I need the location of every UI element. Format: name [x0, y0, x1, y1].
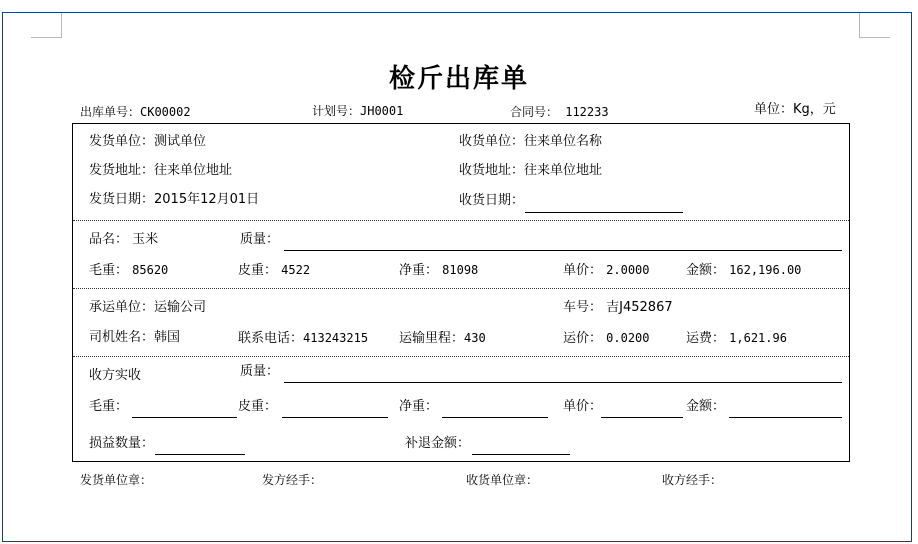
- distance-value: 430: [464, 331, 486, 345]
- receipt-price-label: 单价：: [563, 399, 603, 414]
- receipt-net-blank: [442, 417, 548, 418]
- receiver-field: [459, 134, 602, 150]
- plate-value: 吉J452867: [606, 300, 673, 315]
- plan-number: 计划号：JH0001: [312, 104, 404, 118]
- unit-price-value: 2.0000: [606, 263, 650, 277]
- receiver-address-value: 往来单位地址: [524, 163, 603, 178]
- phone-label: 联系电话：: [238, 331, 304, 346]
- receiver-seal-label: 收货单位章：: [466, 473, 539, 487]
- receipt-gross-label: 毛重：: [89, 399, 129, 414]
- sender-value: 测试单位: [154, 134, 207, 149]
- carrier-value: 运输公司: [154, 300, 207, 315]
- quality-label: 质量：: [240, 232, 280, 247]
- freight-fee-field: [686, 330, 787, 347]
- sender-address-label: 发货地址：: [89, 163, 155, 178]
- ship-date-label: 发货日期：: [89, 192, 155, 207]
- receiver-address-field: [459, 163, 602, 179]
- amount-field: [686, 262, 801, 279]
- product-value: 玉米: [132, 232, 159, 247]
- unit-price-field: [563, 262, 650, 279]
- freight-fee-label: 运费：: [686, 331, 726, 346]
- net-weight-field: [399, 262, 478, 279]
- receipt-quality-blank: [284, 382, 842, 383]
- refund-amount-label: 补退金额：: [405, 436, 471, 451]
- receive-date-blank: [525, 212, 683, 213]
- driver-value: 韩国: [154, 330, 181, 345]
- page-title: 检斤出库单: [388, 64, 529, 94]
- tare-weight-field: [238, 262, 310, 279]
- section-divider: [73, 220, 849, 221]
- net-weight-label: 净重：: [399, 263, 439, 278]
- receipt-gross-blank: [132, 417, 237, 418]
- carrier-field: [89, 300, 206, 316]
- receive-date-label: 收货日期：: [459, 193, 525, 208]
- section-divider: [73, 288, 849, 289]
- net-weight-value: 81098: [442, 263, 479, 277]
- tare-weight-label: 皮重：: [238, 263, 278, 278]
- gross-weight-field: [89, 262, 168, 279]
- sender-field: [89, 134, 206, 150]
- receipt-quality-label: 质量：: [240, 364, 280, 379]
- receipt-amount-blank: [729, 417, 842, 418]
- amount-value: 162,196.00: [729, 263, 802, 277]
- refund-amount-blank: [472, 454, 570, 455]
- unit-label: 单位：Kg，元: [754, 102, 836, 117]
- plate-field: [563, 300, 673, 316]
- loss-quantity-label: 损益数量：: [89, 436, 155, 451]
- receiver-address-label: 收货地址：: [459, 163, 525, 178]
- sender-seal-label: 发货单位章：: [80, 473, 153, 487]
- phone-field: [238, 330, 368, 347]
- phone-value: 413243215: [303, 331, 369, 345]
- section-divider: [73, 356, 849, 357]
- carrier-label: 承运单位：: [89, 300, 155, 315]
- product-label: 品名：: [89, 232, 129, 247]
- unit-price-label: 单价：: [563, 263, 603, 278]
- ship-date-field: [89, 192, 259, 208]
- sender-label: 发货单位：: [89, 134, 155, 149]
- receipt-price-blank: [601, 417, 683, 418]
- quality-blank: [284, 250, 842, 251]
- distance-label: 运输里程：: [399, 331, 465, 346]
- freight-rate-value: 0.0200: [606, 331, 650, 345]
- loss-quantity-blank: [155, 454, 245, 455]
- crop-mark-top-right: [859, 13, 890, 38]
- tare-weight-value: 4522: [281, 263, 311, 277]
- freight-rate-field: [563, 330, 650, 347]
- amount-label: 金额：: [686, 263, 726, 278]
- receiver-label: 收货单位：: [459, 134, 525, 149]
- crop-mark-top-left: [31, 13, 62, 38]
- receiver-handler-label: 收方经手：: [662, 473, 723, 487]
- receipt-tare-label: 皮重：: [238, 399, 278, 414]
- receipt-tare-blank: [282, 417, 388, 418]
- freight-rate-label: 运价：: [563, 331, 603, 346]
- freight-fee-value: 1,621.96: [729, 331, 787, 345]
- driver-field: [89, 330, 180, 346]
- product-field: [89, 232, 158, 248]
- receiver-value: 往来单位名称: [524, 134, 603, 149]
- receipt-net-label: 净重：: [399, 399, 439, 414]
- receipt-amount-label: 金额：: [686, 399, 726, 414]
- driver-label: 司机姓名：: [89, 330, 155, 345]
- sender-address-field: [89, 163, 232, 179]
- doc-number: 出库单号：CK00002: [80, 105, 191, 119]
- gross-weight-label: 毛重：: [89, 263, 129, 278]
- sender-handler-label: 发方经手：: [262, 473, 323, 487]
- sender-address-value: 往来单位地址: [154, 163, 233, 178]
- contract-number: 合同号： 112233: [510, 105, 609, 119]
- distance-field: [399, 330, 486, 347]
- ship-date-value: 2015年12月01日: [154, 192, 260, 207]
- plate-label: 车号：: [563, 300, 603, 315]
- gross-weight-value: 85620: [132, 263, 169, 277]
- receipt-section-label: 收方实收: [89, 368, 142, 383]
